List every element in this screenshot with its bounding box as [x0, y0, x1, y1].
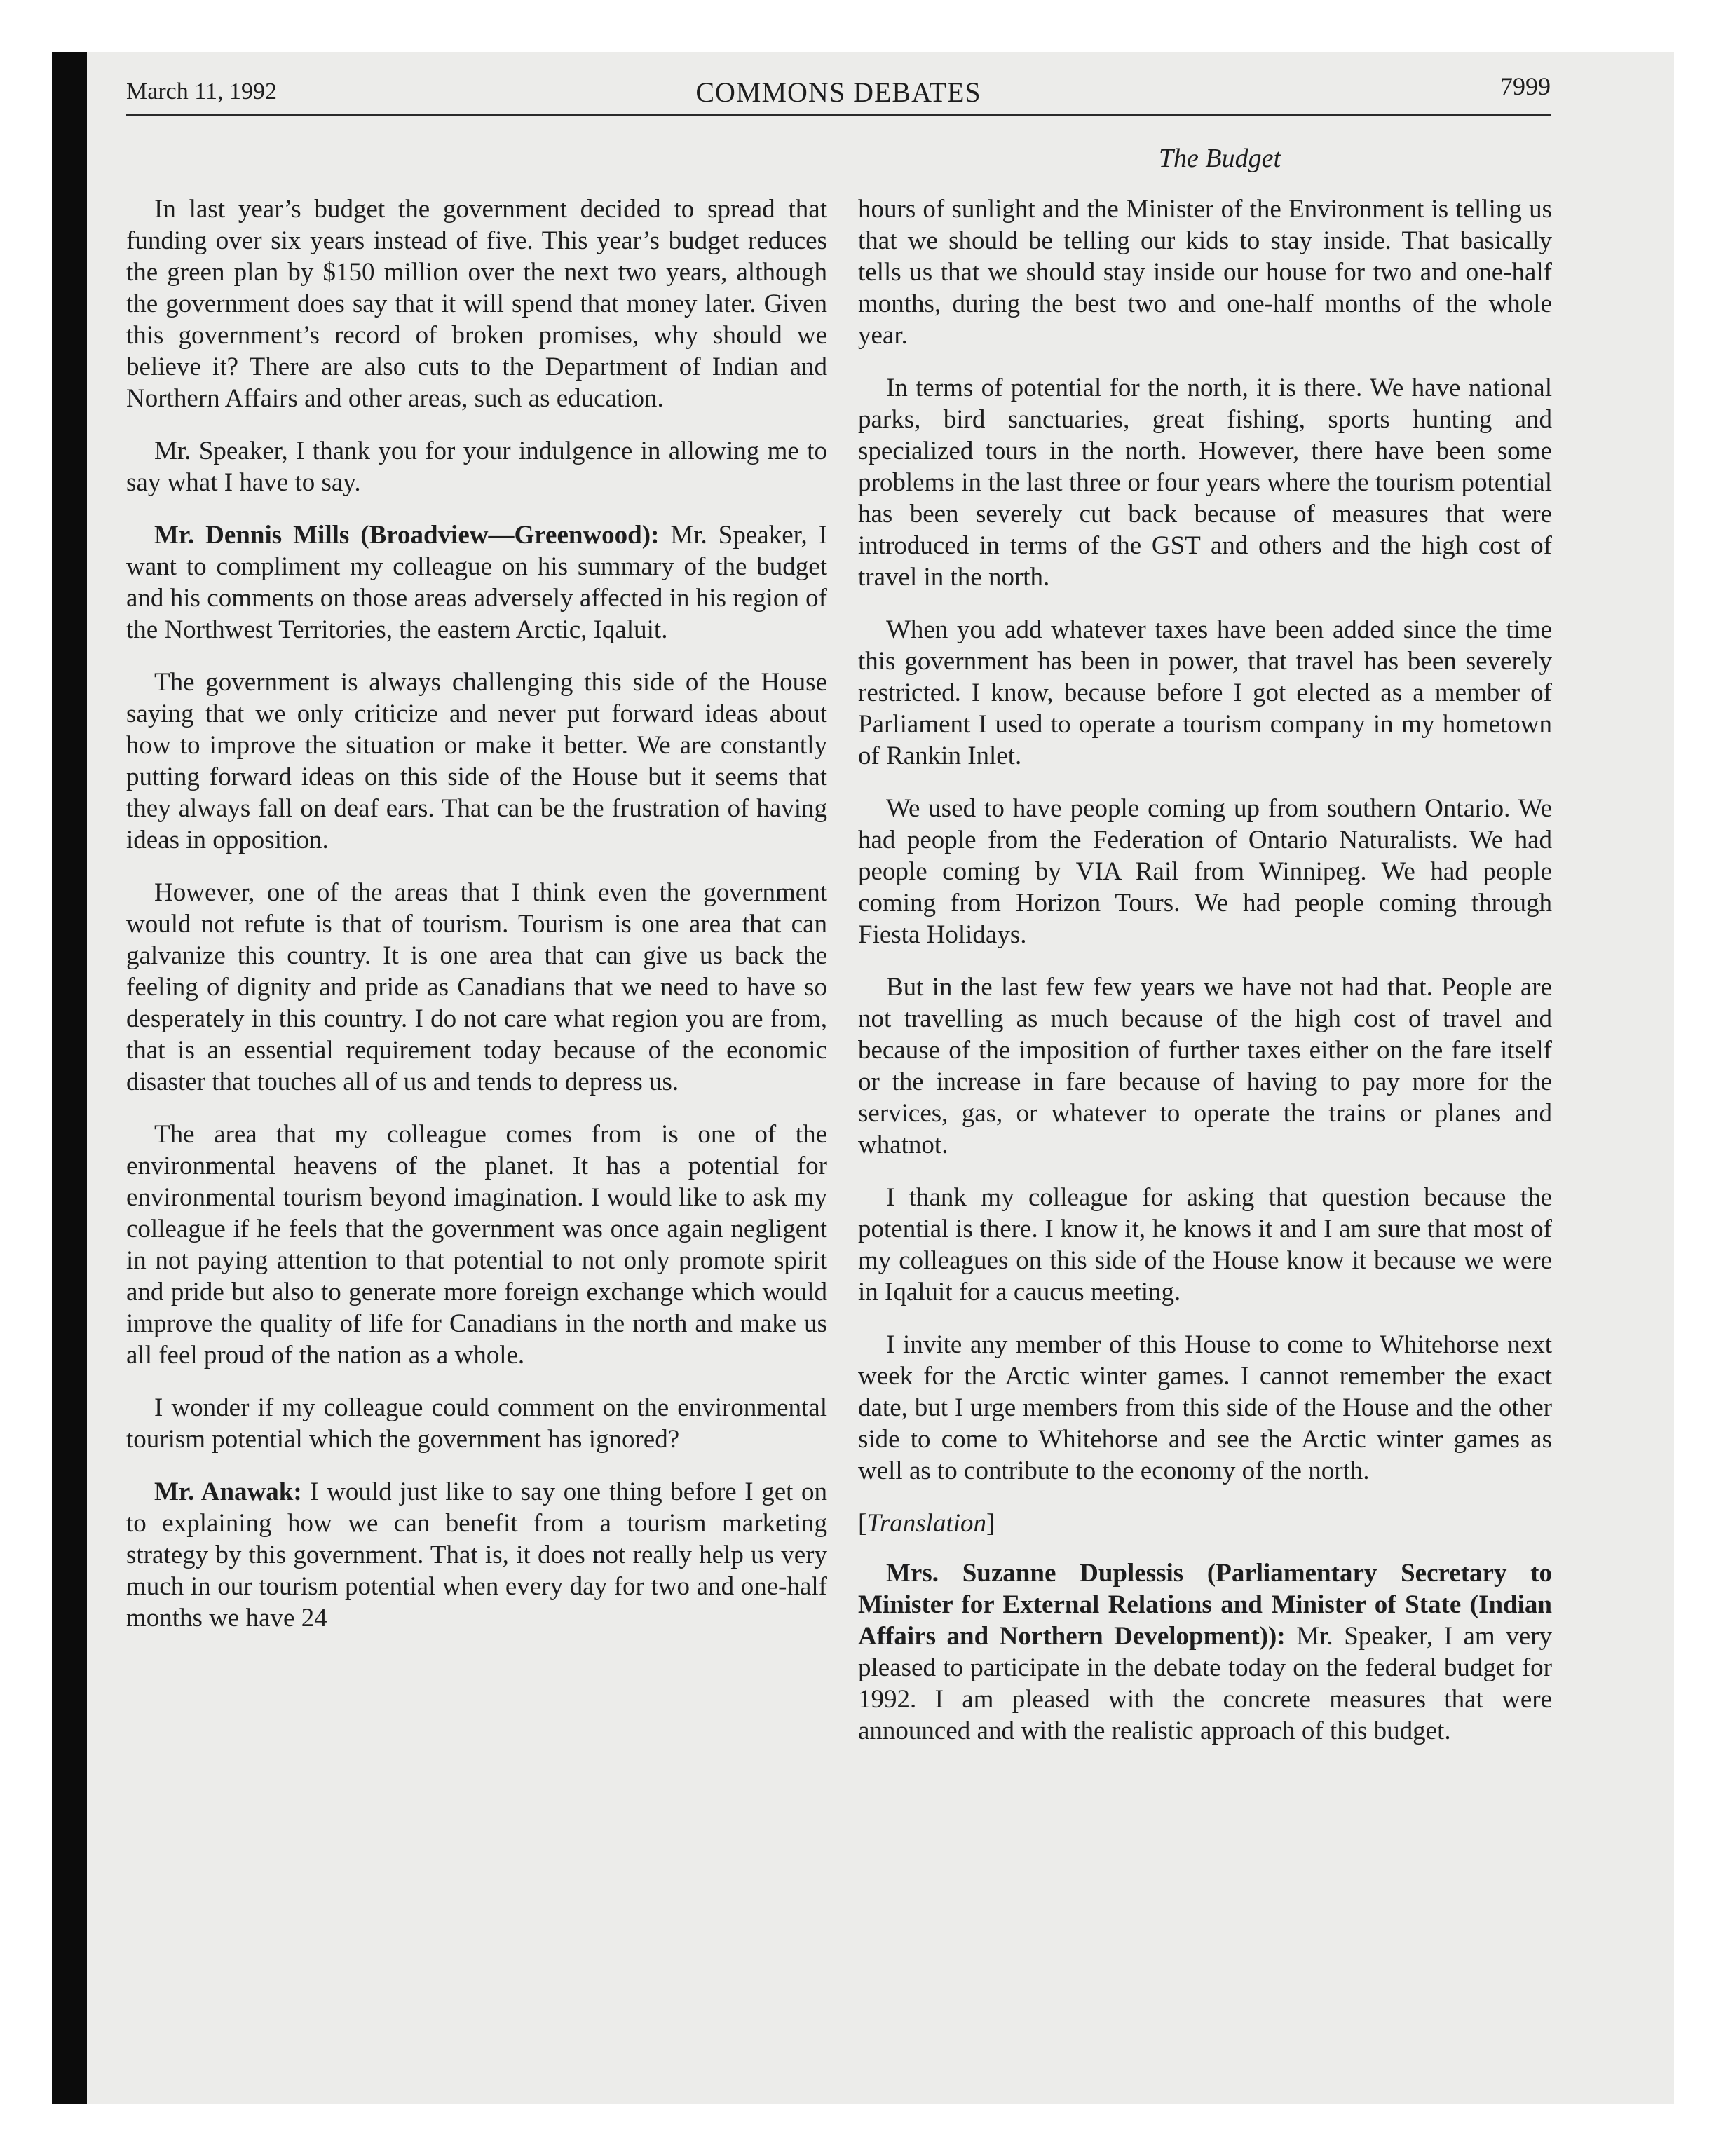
paragraph: I wonder if my colleague could comment on the environmental tourism potential which the government has ignored? [126, 1393, 827, 1454]
page-header [126, 71, 1551, 116]
paragraph: Mr. Speaker, I thank you for your indulgence in allowing me to say what I have to say. [126, 437, 827, 497]
paragraph [126, 519, 827, 646]
header-date: March 11, 1992 [126, 79, 277, 104]
translation-marker: [Translation] [858, 1509, 995, 1538]
paragraph [858, 1557, 1552, 1747]
paragraph: The government is always challenging this side of the House saying that we only criticize and never put forward ideas about how to improve the situation or make it better. We are constantly putting forward ideas on this side of the House but it seems that they always fall on deaf ears. That can be the frustration of having ideas in opposition. [126, 668, 827, 854]
paragraph: However, one of the areas that I think even the government would not refute is that of tourism. Tourism is one area that can galvanize this country. It is one area that can give us back the feeling of dignity and pride as Canadians that we need to have so desperately in this country. I do not care what region you are from, that is an essential requirement today because of the economic disaster that touches all of us and tends to depress us. [126, 878, 827, 1096]
left-column [126, 193, 827, 1655]
paragraph [126, 1476, 827, 1634]
header-title: COMMONS DEBATES [695, 76, 981, 108]
paragraph: But in the last few few years we have not had that. People are not travelling as much because of the high cost of travel and because of the imposition of further taxes either on the fare itself or the increase in fare because of having to pay more for the services, gas, or whatever to operate the trains or planes and whatnot. [858, 973, 1552, 1159]
paragraph: I thank my colleague for asking that question because the potential is there. I know it, he knows it and I am sure that most of my colleagues on this side of the House know it because we were in Iqaluit for a caucus meeting. [858, 1183, 1552, 1306]
translation-label: Translation [866, 1509, 987, 1538]
section-title: The Budget [1158, 144, 1281, 173]
paragraph: In terms of potential for the north, it is there. We have national parks, bird sanctuaries, great fishing, sports hunting and specialized tours in the north. However, there have been some problems in the last three or four years where the tourism potential has been severely cut back because of measures that were introduced in terms of the GST and others and the high cost of travel in the north. [858, 374, 1552, 592]
paragraph: The area that my colleague comes from is one of the environmental heavens of the planet. It has a potential for environmental tourism beyond imagination. I would like to ask my colleague if he feels that the government was once again negligent in not paying attention to that potential to not only promote spirit and pride but also to generate more foreign exchange which would improve the quality of life for Canadians in the north and make us all feel proud of the nation as a whole. [126, 1120, 827, 1370]
speaker-name: Mr. Anawak: [154, 1478, 302, 1506]
speaker-name: Mrs. Suzanne Duplessis (Parliamentary Secretary to Minister for External Relations and Minister of State (Indian Affairs and Northern Development)): [858, 1559, 1552, 1651]
page-number: 7999 [1500, 72, 1551, 100]
paragraph: hours of sunlight and the Minister of the Environment is telling us that we should be telling our kids to stay inside. That basically tells us that we should stay inside our house for two and one-half months, during the best two and one-half months of the whole year. [858, 195, 1552, 350]
right-column [858, 193, 1552, 1768]
speech-text: I would just like to say one thing before I get on to explaining how we can benefit from a tourism marketing strategy by this government. That is, it does not really help us very much in our tourism potential when every day for two and one-half months we have 24 [126, 1478, 827, 1632]
paragraph: When you add whatever taxes have been added since the time this government has been in power, that travel has been severely restricted. I know, because before I got elected as a member of Parliament I used to operate a tourism company in my hometown of Rankin Inlet. [858, 615, 1552, 770]
binding-edge [52, 52, 87, 2104]
paragraph: I invite any member of this House to come to Whitehorse next week for the Arctic winter games. I cannot remember the exact date, but I urge members from this side of the House and the other side to come to Whitehorse and see the Arctic winter games as well as to contribute to the economy of the north. [858, 1330, 1552, 1485]
paragraph: We used to have people coming up from southern Ontario. We had people from the Federation of Ontario Naturalists. We had people coming by VIA Rail from Winnipeg. We had people coming from Horizon Tours. We had people coming through Fiesta Holidays. [858, 794, 1552, 949]
paragraph: In last year’s budget the government decided to spread that funding over six years instead of five. This year’s budget reduces the green plan by $150 million over the next two years, although the government does say that it will spend that money later. Given this government’s record of broken promises, why should we believe it? There are also cuts to the Department of Indian and Northern Affairs and other areas, such as education. [126, 195, 827, 413]
speaker-name: Mr. Dennis Mills (Broadview—Greenwood): [154, 521, 660, 550]
speech-text: Mr. Speaker, I am very pleased to participate in the debate today on the federal budget for 1992. I am pleased with the concrete measures that were announced and with the realistic approach of this budget. [858, 1622, 1552, 1745]
speech-text: Mr. Speaker, I want to compliment my colleague on his summary of the budget and his comments on those areas adversely affected in his region of the Northwest Territories, the eastern Arctic, Iqaluit. [126, 521, 827, 644]
